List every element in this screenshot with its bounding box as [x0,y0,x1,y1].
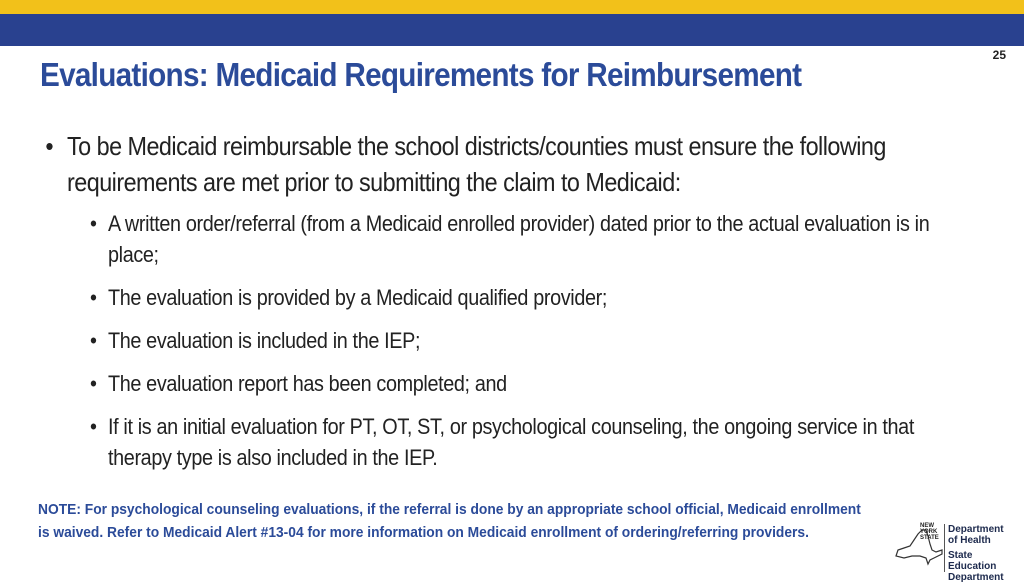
agency-education-line1: State Education [948,550,997,572]
bullet-dot-icon: • [90,414,97,439]
list-item-text: The evaluation report has been completed; and [108,371,507,396]
agency-health-line2: of Health [948,535,991,546]
slide-title: Evaluations: Medicaid Requirements for Reimbursement [40,56,802,93]
main-bullet [40,128,1003,200]
state-wordmark: NEW YORK STATE [920,523,939,541]
page-number: 25 [992,48,1006,62]
agency-logo [892,520,1022,583]
list-item-text: The evaluation is provided by a Medicaid qualified provider; [108,285,608,310]
bullet-dot-icon: • [90,211,97,236]
bullet-dot-icon: • [90,371,97,396]
list-item [90,208,981,270]
list-item-text: If it is an initial evaluation for PT, OT, ST, or psychological counseling, the ongoing service in that therapy type is also included in the IEP. [108,414,914,470]
logo-divider [944,524,945,572]
bullet-dot-icon: • [90,328,97,353]
list-item-text: The evaluation is included in the IEP; [108,328,421,353]
agency-education-line2: Department [948,572,1004,583]
bullet-dot-icon: • [90,285,97,310]
agency-health-line1: Department [948,524,1004,535]
footer-note: NOTE: For psychological counseling evaluations, if the referral is done by an appropriate school official, Medicaid enrollment is waived. Refer to Medicaid Alert #13-04 for more information on Medicaid enrollment of ordering/referring providers. [38,501,861,541]
main-bullet-text: To be Medicaid reimbursable the school districts/counties must ensure the following requirements are met prior to submitting the claim to Medicaid: [67,131,886,197]
top-gold-stripe [0,0,1024,14]
list-item-text: A written order/referral (from a Medicaid enrolled provider) dated prior to the actual evaluation is in place; [108,211,930,267]
list-item [90,282,981,313]
agency-names [948,524,1022,583]
list-item [90,325,981,356]
list-item [90,411,981,473]
requirements-list [40,208,1000,473]
top-blue-banner [0,14,1024,46]
bullet-dot-icon: • [45,131,54,161]
list-item [90,368,981,399]
slide-content [40,128,1000,485]
